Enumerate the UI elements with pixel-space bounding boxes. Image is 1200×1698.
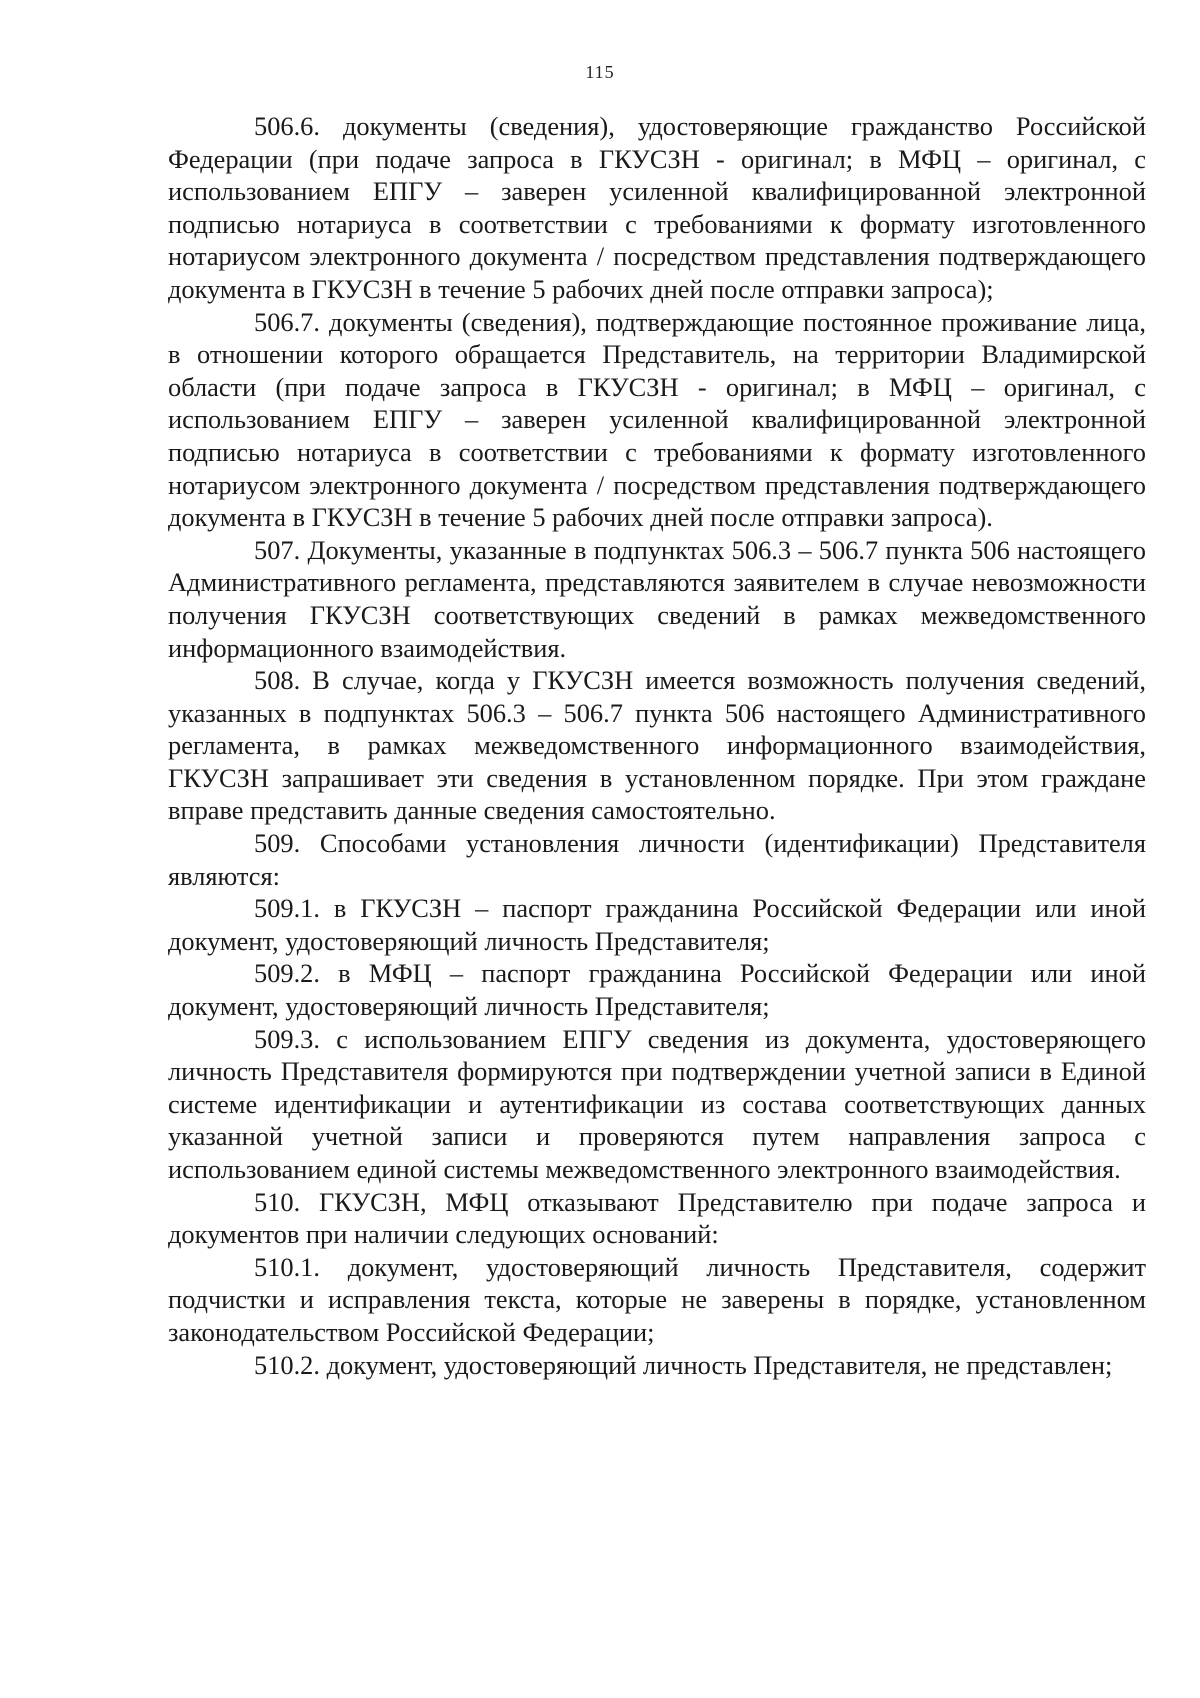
paragraph-506-6: 506.6. документы (сведения), удостоверяющие гражданство Российской Федерации (при подаче запроса в ГКУСЗН - оригинал; в МФЦ – оригинал, с использованием ЕПГУ – заверен усиленной квалифицированной электронной подписью нотариуса в соответствии с требованиями к формату изготовленного нотариусом электронного документа / посредством представления подтверждающего документа в ГКУСЗН в течение 5 рабочих дней после отправки запроса); xyxy=(168,111,1146,304)
paragraph-509: 509. Способами установления личности (идентификации) Представителя являются: xyxy=(168,828,1146,891)
page-number: 115 xyxy=(585,62,615,82)
paragraph-508: 508. В случае, когда у ГКУСЗН имеется возможность получения сведений, указанных в подпунктах 506.3 – 506.7 пункта 506 настоящего Административного регламента, в рамках межведомственного информационного взаимодействия, ГКУСЗН запрашивает эти сведения в установленном порядке. При этом граждане вправе представить данные сведения самостоятельно. xyxy=(168,665,1146,826)
paragraph-510: 510. ГКУСЗН, МФЦ отказывают Представителю при подаче запроса и документов при наличии следующих оснований: xyxy=(168,1186,1146,1250)
paragraph-510-2: 510.2. документ, удостоверяющий личность Представителя, не представлен; xyxy=(254,1349,1113,1380)
paragraph-510-1: 510.1. документ, удостоверяющий личность Представителя, содержит подчистки и исправления текста, которые не заверены в порядке, установленном законодательством Российской Федерации; xyxy=(168,1251,1146,1347)
paragraph-507: 507. Документы, указанные в подпунктах 506.3 – 506.7 пункта 506 настоящего Административного регламента, представляются заявителем в случае невозможности получения ГКУСЗН соответствующих сведений в рамках межведомственного информационного взаимодействия. xyxy=(168,534,1146,663)
paragraph-509-3: 509.3. с использованием ЕПГУ сведения из документа, удостоверяющего личность Представителя формируются при подтверждении учетной записи в Единой системе идентификации и аутентификации из состава соответствующих данных указанной учетной записи и проверяются путем направления запроса с использованием единой системы межведомственного электронного взаимодействия. xyxy=(168,1023,1146,1184)
document-text xyxy=(168,110,1146,1381)
paragraph-506-7: 506.7. документы (сведения), подтверждающие постоянное проживание лица, в отношении которого обращается Представитель, на территории Владимирской области (при подаче запроса в ГКУСЗН - оригинал; в МФЦ – оригинал, с использованием ЕПГУ – заверен усиленной квалифицированной электронной подписью нотариуса в соответствии с требованиями к формату изготовленного нотариусом электронного документа / посредством представления подтверждающего документа в ГКУСЗН в течение 5 рабочих дней после отправки запроса). xyxy=(168,306,1146,533)
paragraph-509-1: 509.1. в ГКУСЗН – паспорт гражданина Российской Федерации или иной документ, удостоверяющий личность Представителя; xyxy=(168,893,1146,956)
paragraph-509-2: 509.2. в МФЦ – паспорт гражданина Российской Федерации или иной документ, удостоверяющий личность Представителя; xyxy=(168,958,1146,1022)
